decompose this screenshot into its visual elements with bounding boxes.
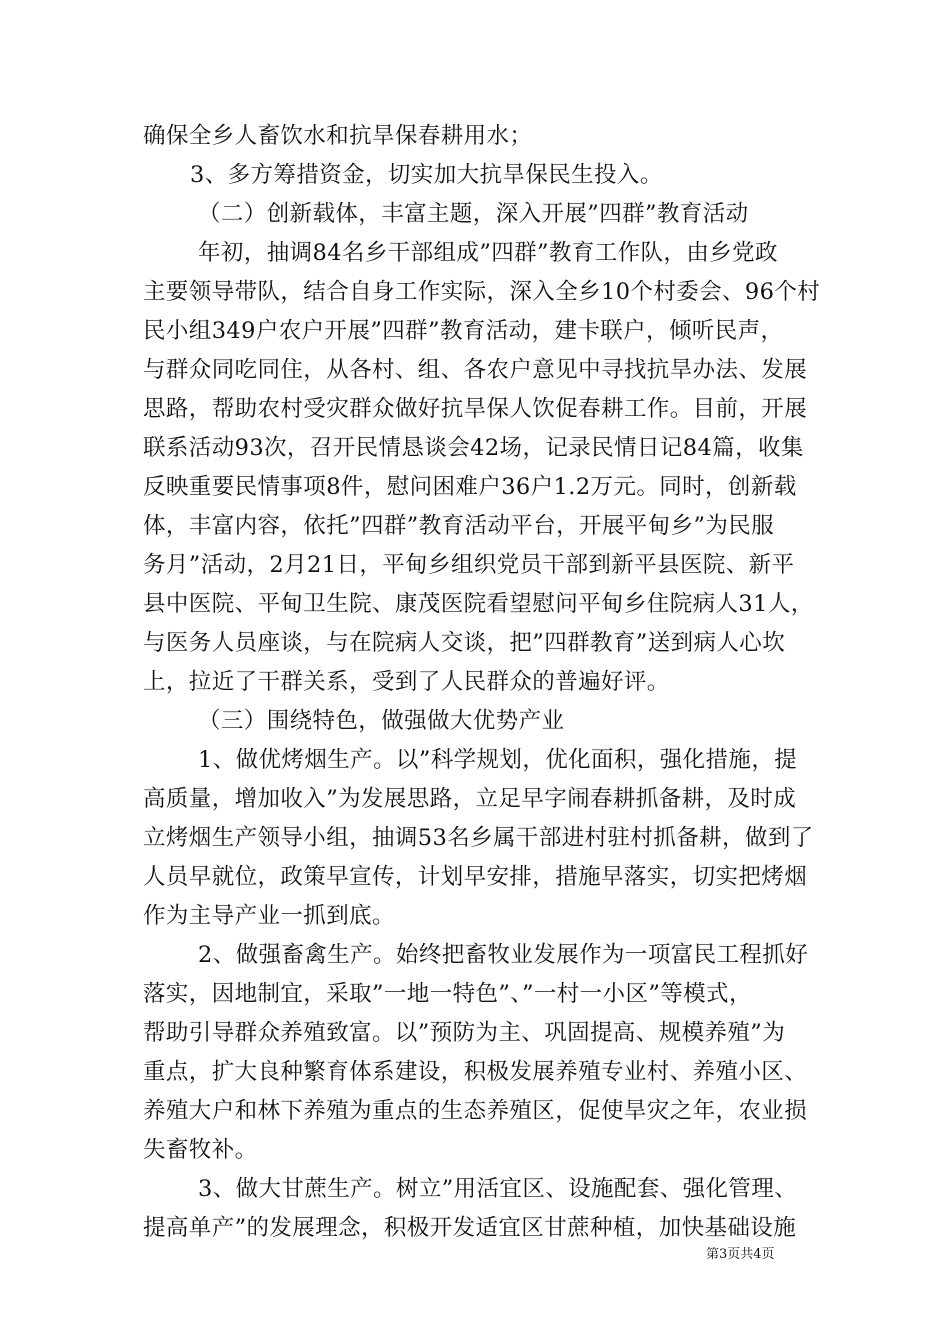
text-line: 作为主导产业一抓到底。	[143, 903, 395, 929]
text-line: 立烤烟生产领导小组，抽调53名乡属干部进村驻村抓备耕，做到了	[143, 825, 814, 851]
text-line: 失畜牧补。	[143, 1137, 258, 1163]
text-line: 2、做强畜禽生产。始终把畜牧业发展作为一项富民工程抓好	[198, 942, 809, 968]
text-line: 确保全乡人畜饮水和抗旱保春耕用水；	[143, 123, 533, 149]
text-line: 落实，因地制宜，采取”一地一特色”、”一村一小区”等模式，	[143, 981, 752, 1007]
text-line: 思路，帮助农村受灾群众做好抗旱保人饮促春耕工作。目前，开展	[143, 396, 808, 422]
text-line: 与医务人员座谈，与在院病人交谈，把”四群教育”送到病人心坎	[143, 630, 786, 656]
text-line: 年初，抽调84名乡干部组成”四群”教育工作队，由乡党政	[198, 240, 778, 266]
text-line: 提高单产”的发展理念，积极开发适宜区甘蔗种植，加快基础设施	[143, 1215, 797, 1241]
text-line: 1、做优烤烟生产。以”科学规划，优化面积，强化措施，提	[198, 747, 798, 773]
text-line: 主要领导带队，结合自身工作实际，深入全乡10个村委会、96个村	[143, 279, 821, 305]
text-line: 体，丰富内容，依托”四群”教育活动平台，开展平甸乡”为民服	[143, 513, 775, 539]
text-line: 反映重要民情事项8件，慰问困难户36户1.2万元。同时，创新载	[143, 474, 797, 500]
text-line: 联系活动93次，召开民情恳谈会42场，记录民情日记84篇，收集	[143, 435, 804, 461]
text-line: 3、做大甘蔗生产。树立”用活宜区、设施配套、强化管理、	[198, 1176, 798, 1202]
text-line: 人员早就位，政策早宣传，计划早安排，措施早落实，切实把烤烟	[143, 864, 808, 890]
text-line: 上，拉近了干群关系，受到了人民群众的普遍好评。	[143, 669, 670, 695]
text-line: 高质量，增加收入”为发展思路，立足早字闹春耕抓备耕，及时成	[143, 786, 797, 812]
page-number: 第3页共4页	[706, 1247, 775, 1262]
section-heading: （二）创新载体，丰富主题，深入开展”四群”教育活动	[198, 201, 749, 227]
section-heading: （三）围绕特色，做强做大优势产业	[198, 708, 565, 734]
text-line: 重点，扩大良种繁育体系建设，积极发展养殖专业村、养殖小区、	[143, 1059, 808, 1085]
text-line: 县中医院、平甸卫生院、康茂医院看望慰问平甸乡住院病人31人，	[143, 591, 814, 617]
text-line: 务月”活动，2月21日，平甸乡组织党员干部到新平县医院、新平	[143, 552, 795, 578]
text-line: 3、多方筹措资金，切实加大抗旱保民生投入。	[190, 162, 663, 188]
text-line: 民小组349户农户开展”四群”教育活动，建卡联户，倾听民声，	[143, 318, 784, 344]
text-line: 与群众同吃同住，从各村、组、各农户意见中寻找抗旱办法、发展	[143, 357, 808, 383]
text-line: 养殖大户和林下养殖为重点的生态养殖区，促使旱灾之年，农业损	[143, 1098, 808, 1124]
text-line: 帮助引导群众养殖致富。以”预防为主、巩固提高、规模养殖”为	[143, 1020, 786, 1046]
